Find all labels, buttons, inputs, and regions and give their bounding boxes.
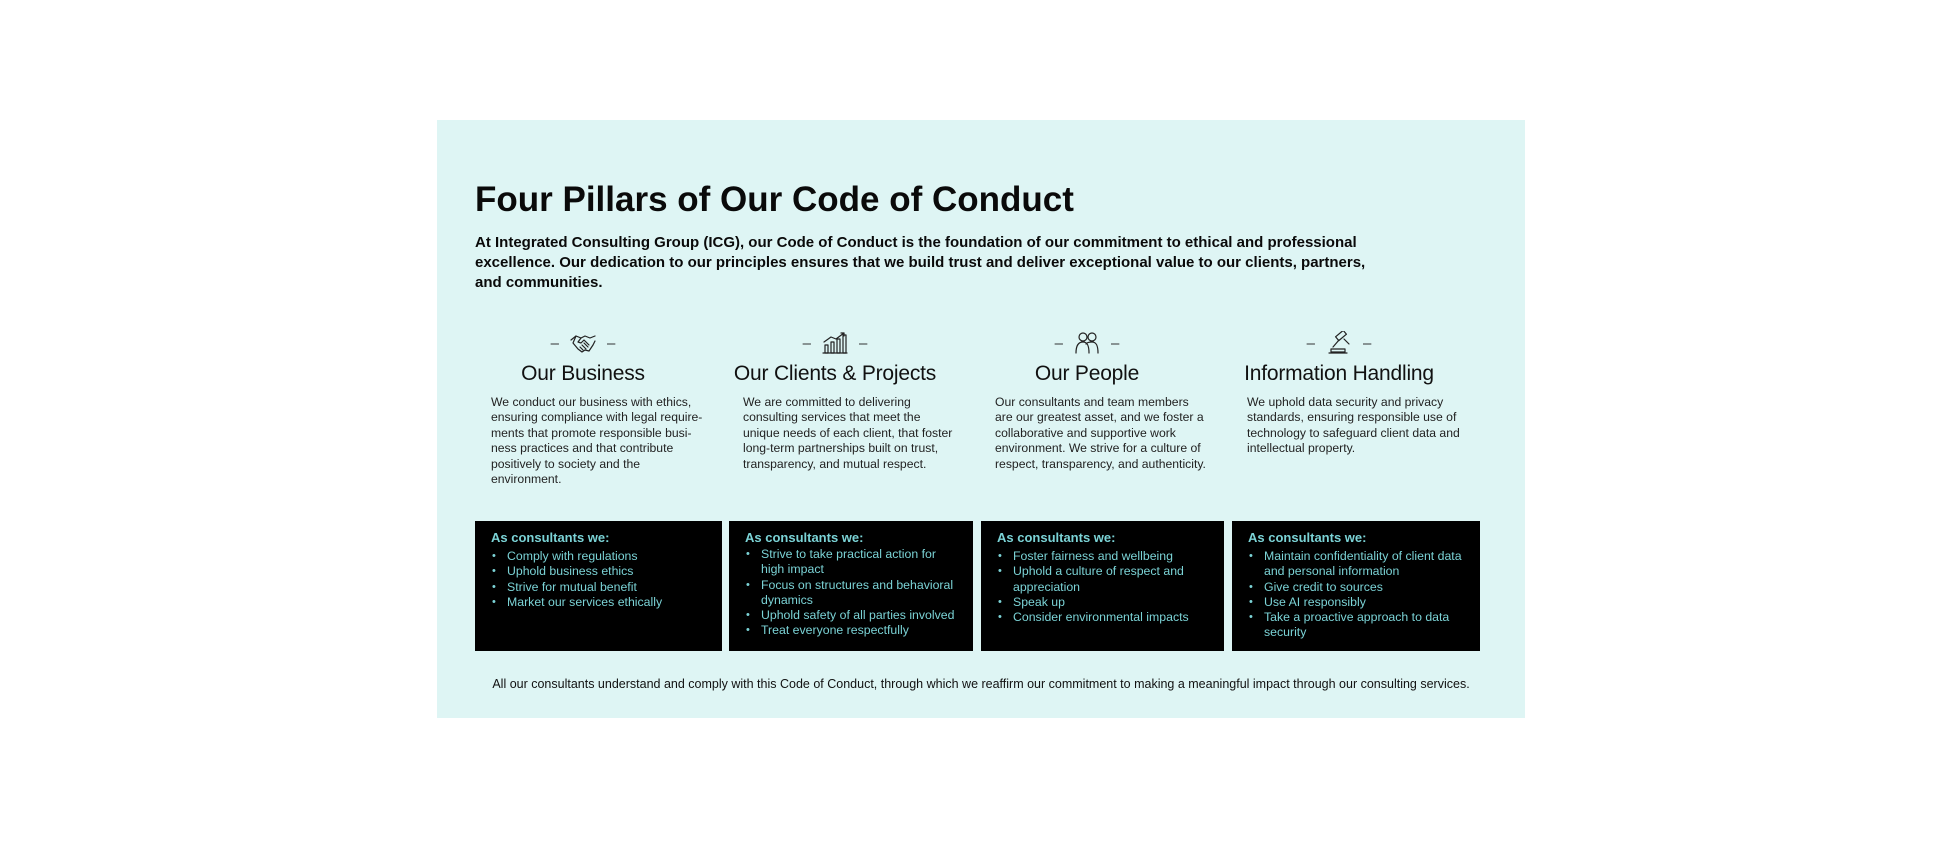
people-icon	[1073, 331, 1101, 355]
dash-left: –	[802, 334, 811, 352]
list-item: • Treat everyone respectfully	[745, 623, 961, 638]
list-item: • Uphold safety of all parties involved	[745, 608, 961, 623]
pillar-description: We uphold data security and privacy standards, ensuring responsible use of technology to safeguard client data and intellectual property.	[1247, 395, 1460, 456]
box-heading: As consultants we:	[745, 530, 864, 545]
box-heading: As consultants we:	[491, 530, 610, 545]
box-list	[491, 549, 722, 610]
pillar-heading: Our Clients & Projects	[733, 362, 937, 385]
dash-right: –	[1111, 334, 1120, 352]
pillar-description: Our consultants and team members are our greatest asset, and we foster a collaborative and supportive work environment. We strive for a culture of respect, transparency, and authenticity.	[995, 395, 1206, 471]
pillar-icon-row	[727, 330, 943, 356]
page-title: Four Pillars of Our Code of Conduct	[475, 180, 1074, 219]
list-item: • Strive to take practical action for high impact	[745, 547, 961, 578]
list-item: • Take a proactive approach to data security	[1248, 610, 1464, 641]
pillar-our-business	[475, 330, 703, 487]
dash-left: –	[1054, 334, 1063, 352]
pillar-heading: Information Handling	[1244, 362, 1434, 385]
dash-right: –	[859, 334, 868, 352]
consultants-box-business	[475, 521, 722, 651]
list-item: • Uphold business ethics	[491, 564, 707, 579]
gavel-icon	[1325, 331, 1353, 355]
list-item: • Use AI responsibly	[1248, 595, 1464, 610]
pillar-description: We are committed to delivering consulting services that meet the unique needs of each client, that foster long-term partnerships built on trust, transparency, and mutual respect.	[743, 395, 953, 471]
list-item: • Uphold a culture of respect and appreciation	[997, 564, 1213, 595]
dash-left: –	[1306, 334, 1315, 352]
box-list	[997, 549, 1224, 625]
consultants-box-clients	[729, 521, 973, 651]
box-heading: As consultants we:	[997, 530, 1116, 545]
dash-right: –	[607, 334, 616, 352]
box-heading: As consultants we:	[1248, 530, 1367, 545]
list-item: • Foster fairness and wellbeing	[997, 549, 1213, 564]
consultants-box-information	[1232, 521, 1480, 651]
code-of-conduct-panel	[437, 120, 1525, 718]
consultants-box-people	[981, 521, 1224, 651]
list-item: • Comply with regulations	[491, 549, 707, 564]
intro-paragraph: At Integrated Consulting Group (ICG), our Code of Conduct is the foundation of our commitment to ethical and professional excellence. Our dedication to our principles ensures that we build trust and deliver exceptional value to our clients, partners, and communities.	[475, 234, 1366, 291]
box-list	[745, 547, 973, 639]
pillar-our-people	[979, 330, 1206, 472]
bar-chart-growth-icon	[821, 331, 849, 355]
pillar-information-handling	[1231, 330, 1460, 457]
list-item: • Speak up	[997, 595, 1213, 610]
pillar-heading: Our Business	[521, 362, 645, 385]
pillar-clients-projects	[727, 330, 953, 472]
pillar-description: We conduct our business with ethics, ensuring compliance with legal require-ments that promote responsible busi-ness practices and that contribute positively to society and the environment.	[491, 395, 703, 487]
pillar-icon-row	[1231, 330, 1447, 356]
pillar-icon-row	[475, 330, 691, 356]
list-item: • Focus on structures and behavioral dynamics	[745, 578, 961, 609]
list-item: • Market our services ethically	[491, 595, 707, 610]
footer-statement: All our consultants understand and comply with this Code of Conduct, through which we reaffirm our commitment to making a meaningful impact through our consulting services.	[492, 677, 1470, 691]
pillar-heading: Our People	[1034, 362, 1140, 385]
pillar-icon-row	[979, 330, 1195, 356]
dash-right: –	[1363, 334, 1372, 352]
box-list	[1248, 549, 1480, 641]
dash-left: –	[550, 334, 559, 352]
list-item: • Strive for mutual benefit	[491, 580, 707, 595]
list-item: • Maintain confidentiality of client data and personal information	[1248, 549, 1464, 580]
list-item: • Consider environmental impacts	[997, 610, 1213, 625]
list-item: • Give credit to sources	[1248, 580, 1464, 595]
handshake-icon	[569, 331, 597, 355]
